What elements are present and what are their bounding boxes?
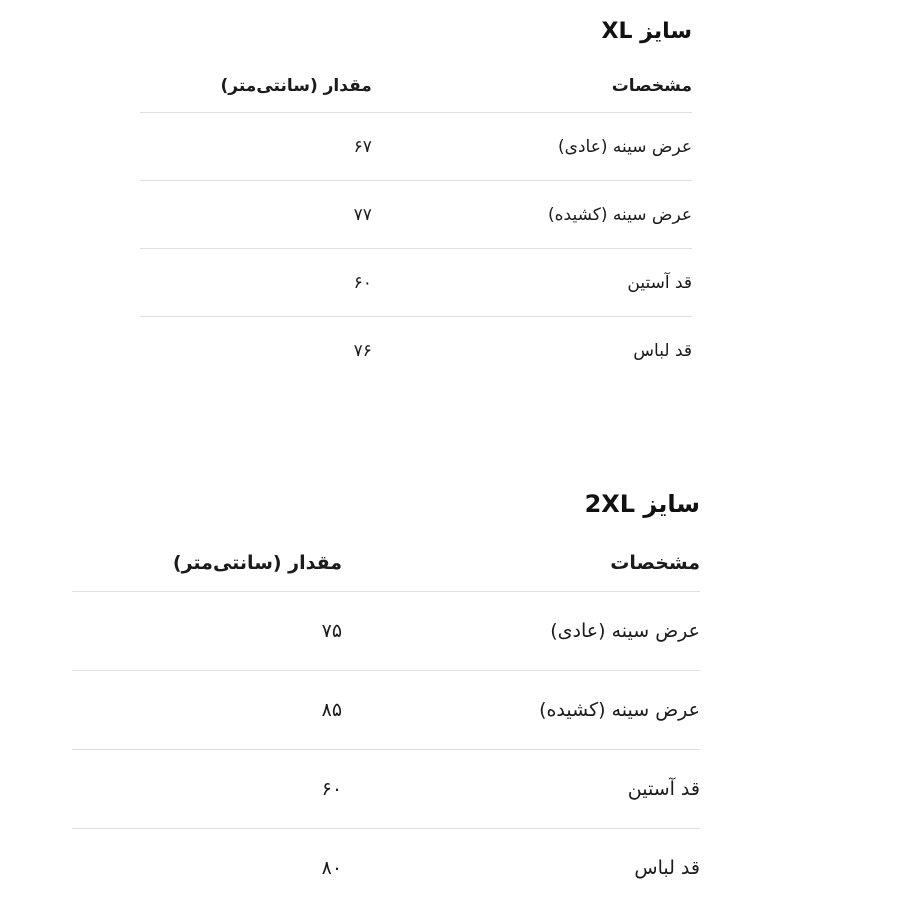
row-value: ۷۵	[321, 620, 343, 642]
table-row	[72, 750, 700, 829]
size-table-2xl-body	[72, 592, 700, 907]
table-row	[72, 829, 700, 907]
size-table-xl-header-row	[140, 76, 692, 113]
table-row	[72, 671, 700, 750]
size-table-2xl	[72, 488, 700, 907]
header-value-cm: مقدار (سانتی‌متر)	[172, 552, 343, 574]
header-spec: مشخصات	[610, 552, 700, 574]
row-value: ۶۰	[321, 778, 343, 800]
table-row	[140, 113, 692, 181]
row-value: ۷۶	[353, 340, 372, 361]
row-value: ۸۰	[321, 857, 343, 879]
row-label: عرض سینه (عادی)	[558, 136, 692, 157]
size-table-2xl-header-row	[72, 552, 700, 592]
size-table-xl-title: سایز XL	[601, 19, 692, 44]
row-label: قد آستین	[627, 272, 692, 293]
row-value: ۸۵	[321, 699, 343, 721]
table-row	[140, 181, 692, 249]
row-label: عرض سینه (کشیده)	[539, 699, 700, 721]
row-label: عرض سینه (عادی)	[550, 620, 700, 642]
row-label: قد آستین	[627, 778, 700, 800]
header-spec: مشخصات	[611, 76, 692, 96]
row-value: ۶۰	[353, 272, 372, 293]
size-table-xl-body	[140, 113, 692, 384]
table-row	[140, 317, 692, 384]
row-value: ۷۷	[353, 204, 372, 225]
row-label: قد لباس	[634, 857, 700, 879]
table-row	[72, 592, 700, 671]
row-label: قد لباس	[633, 340, 692, 361]
row-value: ۶۷	[353, 136, 372, 157]
row-label: عرض سینه (کشیده)	[548, 204, 692, 225]
table-row	[140, 249, 692, 317]
size-table-xl	[140, 16, 692, 384]
size-table-2xl-title: سایز 2XL	[584, 490, 700, 518]
header-value-cm: مقدار (سانتی‌متر)	[220, 76, 372, 96]
